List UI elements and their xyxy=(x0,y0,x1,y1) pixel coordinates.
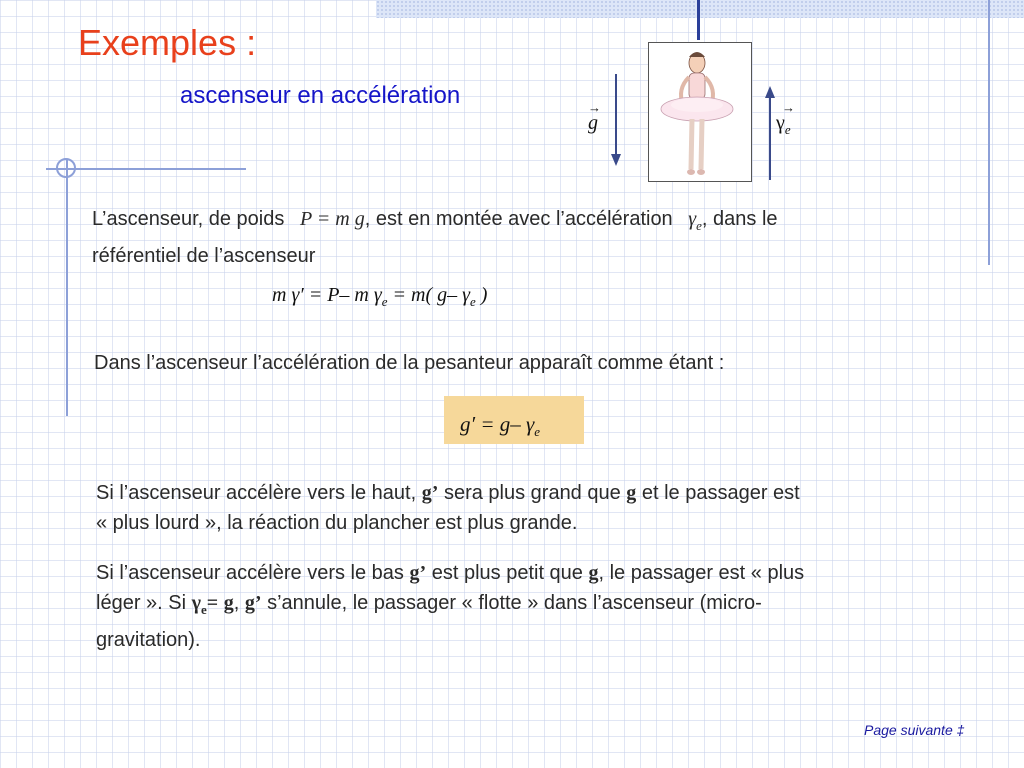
next-page-link[interactable]: Page suivante ‡ xyxy=(864,722,965,738)
paragraph-weight-line2: référentiel de l’ascenseur xyxy=(92,245,316,267)
weight-formula: P = m g xyxy=(299,208,365,230)
equation-newton: m γ′ = P– m $\gamma_e = m$( g– $\gamma_e$ ) xyxy=(272,284,488,309)
elevator-frame xyxy=(648,42,752,182)
down-arrow-icon xyxy=(608,72,624,168)
paragraph-apparent-gravity: Dans l’ascenseur l’accélération de la pesanteur apparaît comme étant : xyxy=(94,352,725,374)
left-decor-line xyxy=(66,160,68,416)
equation-apparent-g: g′ = g– $\gamma_e$ xyxy=(460,412,541,440)
gamma-e-label: → $\gamma_e$ xyxy=(776,100,795,137)
right-decor-line xyxy=(988,0,990,265)
top-vertical-line xyxy=(697,0,700,40)
left-decor-hline xyxy=(46,168,246,170)
gamma-e-symbol: $\gamma_e$ xyxy=(688,208,702,233)
top-decor-band xyxy=(376,0,1024,18)
paragraph-down-acceleration: Si l’ascenseur accélère vers le bas g’ est plus petit que g, le passager est « plus léger ». Si $\gamma_e= g$, g’ s’annule, le passager « flotte » dans l’ascenseur (micro- gravitation). xyxy=(96,562,805,651)
paragraph-weight xyxy=(92,204,972,271)
ballerina-figure-icon xyxy=(649,43,751,181)
left-decor-circle xyxy=(56,158,76,178)
paragraph-up-acceleration: Si l’ascenseur accélère vers le haut, g’ sera plus grand que g et le passager est « plus lourd », la réaction du plancher est plus grande. xyxy=(96,482,800,534)
slide-subtitle: ascenseur en accélération xyxy=(180,82,461,109)
g-arrow-label: → g xyxy=(588,100,601,134)
paragraph-weight-line1: L’ascenseur, de poids P = m g, est en montée avec l’accélération $\gamma_e$, dans le xyxy=(92,208,778,233)
slide-title: Exemples : xyxy=(78,22,257,63)
